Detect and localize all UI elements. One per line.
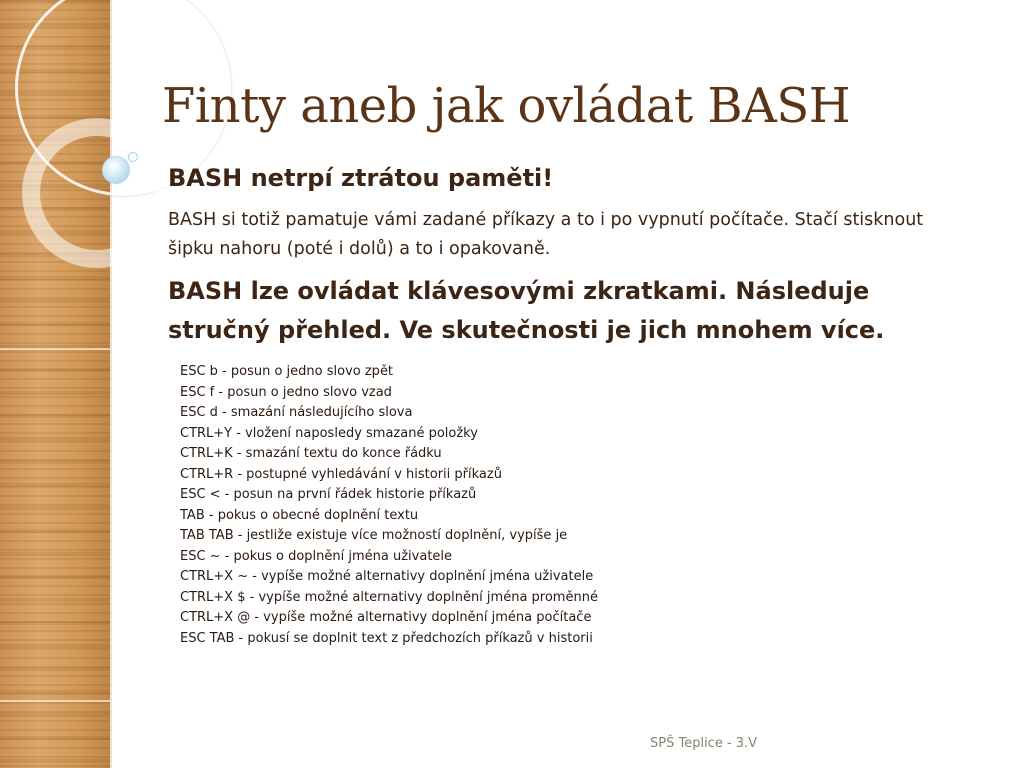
shortcut-item: TAB TAB - jestliže existuje více možností doplnění, vypíše je	[180, 528, 568, 543]
shortcut-list	[168, 362, 978, 649]
wood-sidebar	[0, 0, 112, 768]
heading-shortcuts: BASH lze ovládat klávesovými zkratkami. Následuje stručný přehled. Ve skutečnosti je jich mnohem více.	[168, 277, 885, 344]
shortcut-item: CTRL+K - smazání textu do konce řádku	[180, 446, 442, 461]
shortcut-item: TAB - pokus o obecné doplnění textu	[180, 507, 419, 523]
shortcut-item: ESC f - posun o jedno slovo vzad	[180, 384, 392, 400]
shortcut-item: ESC d - smazání následujícího slova	[180, 405, 413, 420]
decorative-bubble-icon	[102, 156, 130, 184]
shortcut-item: CTRL+X @ - vypíše možné alternativy doplnění jména počítače	[180, 610, 592, 625]
slide-title: Finty aneb jak ovládat BASH	[162, 78, 851, 134]
shortcut-item: ESC ~ - pokus o doplnění jména uživatele	[180, 548, 453, 564]
shortcut-item: ESC TAB - pokusí se doplnit text z předchozích příkazů v historii	[180, 630, 593, 646]
shortcut-item: ESC b - posun o jedno slovo zpět	[180, 364, 394, 379]
wood-panel-divider	[0, 700, 112, 702]
wood-panel-divider	[0, 348, 112, 350]
shortcut-item: CTRL+Y - vložení naposledy smazané položky	[180, 425, 478, 441]
shortcut-item: ESC < - posun na první řádek historie příkazů	[180, 487, 477, 502]
slide-footer: SPŠ Teplice - 3.V	[650, 736, 758, 751]
shortcut-item: CTRL+R - postupné vyhledávání v historii příkazů	[180, 466, 502, 482]
paragraph-history: BASH si totiž pamatuje vámi zadané příkazy a to i po vypnutí počítače. Stačí stisknout šipku nahoru (poté i dolů) a to i opakovaně.	[168, 210, 924, 259]
shortcut-item: CTRL+X $ - vypíše možné alternativy doplnění jména proměnné	[180, 589, 598, 605]
decorative-dot-icon	[128, 152, 138, 162]
shortcut-item: CTRL+X ~ - vypíše možné alternativy doplnění jména uživatele	[180, 569, 594, 584]
slide-body	[168, 160, 978, 649]
heading-memory: BASH netrpí ztrátou paměti!	[168, 164, 554, 192]
